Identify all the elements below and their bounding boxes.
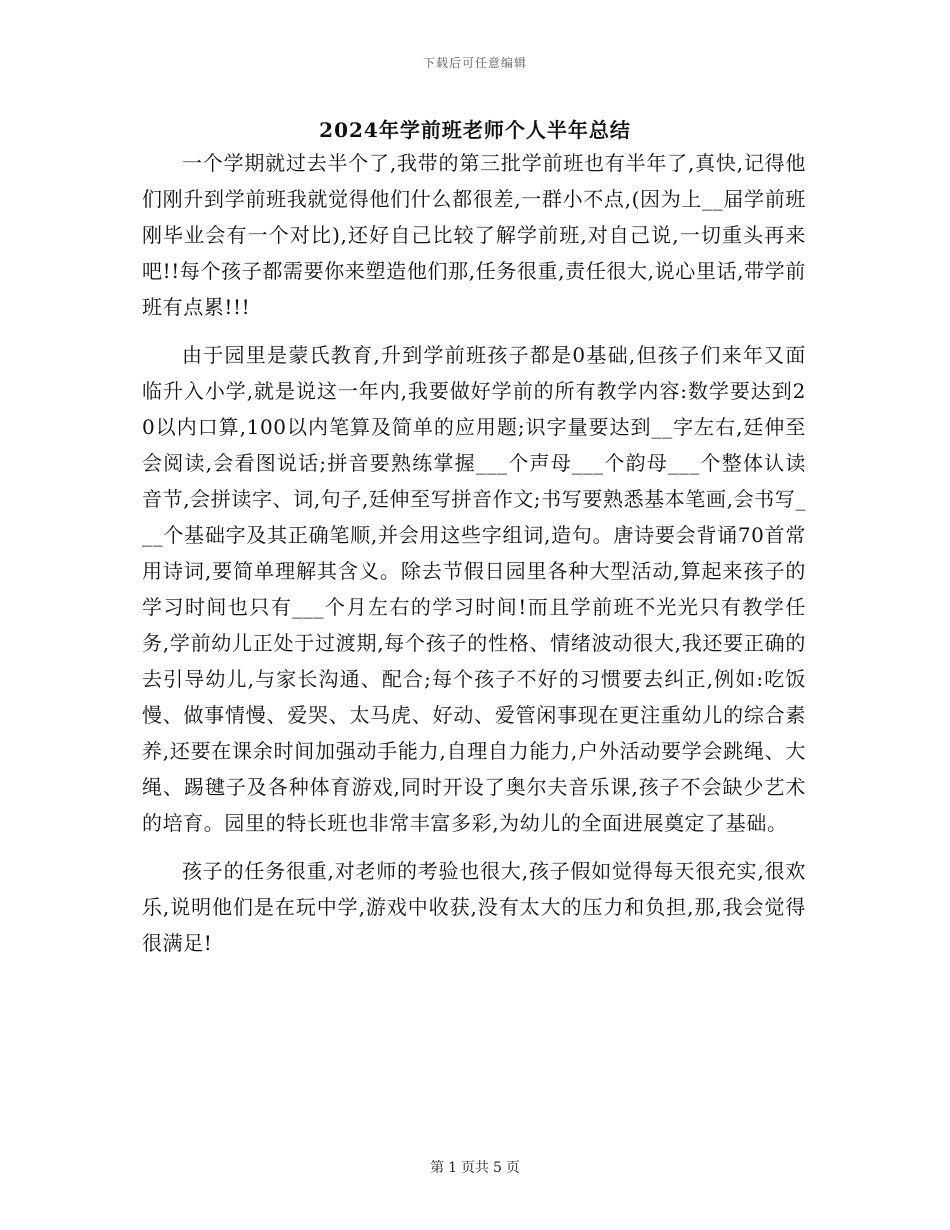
current-page-number: 1 (448, 1160, 457, 1176)
page-footer (0, 1157, 950, 1177)
paragraph-1: 一个学期就过去半个了,我带的第三批学前班也有半年了,真快,记得他们刚升到学前班我就觉得他们什么都很差,一群小不点,(因为上__届学前班刚毕业会有一个对比),还好自己比较了解学前班,对自己说,一切重头再来吧!!每个孩子都需要你来塑造他们那,任务很重,责任很大,说心里话,带学前班有点累!!! (142, 151, 806, 319)
document-title: 2024年学前班老师个人半年总结 (319, 118, 631, 142)
page-suffix: 页 (505, 1160, 520, 1176)
document-body (142, 145, 806, 973)
total-pages-number: 5 (493, 1160, 502, 1176)
paragraph-3: 孩子的任务很重,对老师的考验也很大,孩子假如觉得每天很充实,很欢乐,说明他们是在玩中学,游戏中收获,没有太大的压力和负担,那,我会觉得很满足! (142, 859, 806, 955)
paragraph-2: 由于园里是蒙氏教育,升到学前班孩子都是0基础,但孩子们来年又面临升入小学,就是说这一年内,我要做好学前的所有教学内容:数学要达到20以内口算,100以内笔算及简单的应用题;识字量要达到__字左右,廷伸至会阅读,会看图说话;拼音要熟练掌握___个声母___个韵母___个整体认读音节,会拼读字、词,句子,廷伸至写拼音作文;书写要熟悉基本笔画,会书写___个基础字及其正确笔顺,并会用这些字组词,造句。唐诗要会背诵70首常用诗词,要简单理解其含义。除去节假日园里各种大型活动,算起来孩子的学习时间也只有___个月左右的学习时间!而且学前班不光光只有教学任务,学前幼儿正处于过渡期,每个孩子的性格、情绪波动很大,我还要正确的去引导幼儿,与家长沟通、配合;每个孩子不好的习惯要去纠正,例如:吃饭慢、做事情慢、爱哭、太马虎、好动、爱管闲事现在更注重幼儿的综合素养,还要在课余时间加强动手能力,自理自力能力,户外活动要学会跳绳、大绳、踢毽子及各种体育游戏,同时开设了奥尔夫音乐课,孩子不会缺少艺术的培育。园里的特长班也非常丰富多彩,为幼儿的全面进展奠定了基础。 (142, 343, 806, 835)
page-prefix: 第 (430, 1160, 445, 1176)
page-middle: 页共 (461, 1160, 489, 1176)
header-note: 下载后可任意编辑 (422, 56, 527, 70)
